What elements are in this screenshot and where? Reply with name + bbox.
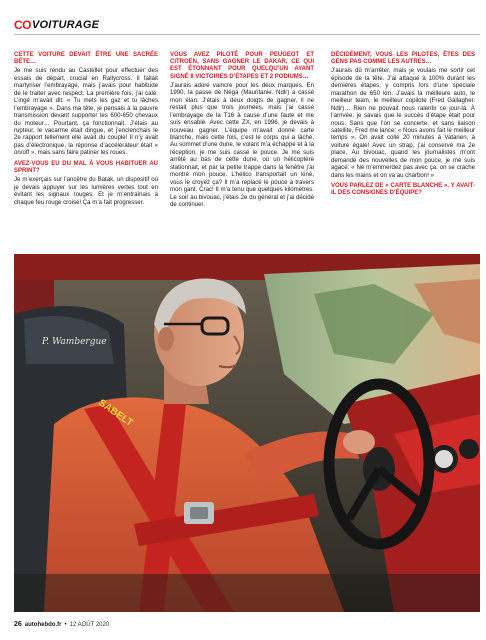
question-heading: DÉCIDÉMENT, VOUS LES PILOTES, ÊTES DES GENS PAS COMME LES AUTRES…	[331, 52, 475, 66]
belt-brand-text: SABELT	[96, 397, 135, 429]
question-heading: CETTE VOITURE DEVAIT ÊTRE UNE SACRÉE BÊTE…	[14, 52, 158, 66]
page-footer	[14, 621, 109, 628]
section-title: VOITURAGE	[32, 19, 100, 31]
footer-date: 12 AOÛT 2020	[69, 622, 110, 628]
answer-paragraph: J’aurais dû m’arrêter, mais je voulais me sortir cet épisode de la tête. J’ai attaqué à 100% durant les dernières étapes, y compris lors d’une spéciale marathon de 650 km. J’avais la meilleure auto, le meilleur team, le meilleur copilote (Fred Gallagher. Ndlr)… Rien ne pouvait nous ralentir ce jour-là. À l’arrivée, je savais que le succès d’étape était pour nous. Sans que l’on se concerte, et sans liaison satellite, Fred me lance: « Nous avons fait le meilleur temps ». On avait collé 20 minutes à Vatanen, à voiture égale! Avec un strap, j’ai conservé ma 2e place. Au bivouac, quand les journalistes m’ont demandé des nouvelles de mon pouce, je me suis agacé: « Ne m’emmerdez pas avec ça, on se crache dans les mains et on va au charbon! »	[331, 67, 475, 179]
footer-site: autohebdo.fr	[24, 622, 62, 628]
page-number: 26	[14, 621, 22, 628]
answer-paragraph: Je m’exerçais sur l’ancêtre du Batak, un dispositif où je devais appuyer sur les lumières vertes tout en évitant les signaux rouges. Et je m’entraînais à chaque feu rouge croisé! Ça m’a fait progresser.	[14, 176, 158, 206]
answer-paragraph: Je me suis rendu au Castellet pour effectuer des essais de départ, crucial en Rallycross. Il fallait martyriser l’embrayage, mais j’avais pour habitude de le traiter avec respect. La première fois, j’ai calé. L’ingé m’avait dit: « Tu mets les gaz et tu lâches l’embrayage ». Dans ma tête, je pensais à la pauvre transmission devant supporter les 600-650 chevaux du moteur… Pourtant, ça fonctionnait. J’étais au rupteur, le vacarme était dingue, et j’enclenchais le 2e rapport tellement elle avait du couple! Il n’y avait pas d’électronique, la réponse d’accélérateur était « on/off », mais sans faire patiner les roues.	[14, 67, 158, 157]
text-column-1	[14, 52, 158, 210]
question-heading: VOUS PARLEZ DE « CARTE BLANCHE ». Y AVAIT-IL DES CONSIGNES D’ÉQUIPE?	[331, 183, 475, 197]
header-rule	[14, 34, 480, 35]
text-column-2	[170, 52, 314, 213]
cockpit-photo	[14, 254, 480, 612]
question-heading: AVEZ-VOUS EU DU MAL À VOUS HABITUER AU SPRINT?	[14, 160, 158, 175]
seat-name-text: P. Wambergue	[42, 337, 107, 347]
question-heading: VOUS AVEZ PILOTÉ POUR PEUGEOT ET CITROËN, SANS GAGNER LE DAKAR, CE QUI EST ÉTONNANT POUR QUELQU’UN AYANT SIGNÉ 8 VICTOIRES D’ÉTAPES ET 2 PODIUMS…	[170, 52, 314, 80]
section-header	[14, 18, 99, 32]
footer-separator: •	[64, 622, 67, 628]
text-column-3	[331, 52, 475, 199]
answer-paragraph: J’aurais adoré vaincre pour les deux marques. En 1990, la passe de Néga (Mauritanie. Ndlr) a cassé mon élan. J’étais à deux doigts de gagner, il ne restait plus que trois journées, mais j’ai cassé l’embrayage de la T16 à cause d’une faute et me suis ensablé. Avec cette ZX, en 1996, je devais à nouveau gagner. L’équipe m’avait donné carte blanche, mais cette fois, c’est le corps qui a lâché. Au sommet d’une dune, le volant m’a échappé et à la réception, je me suis cassé le pouce. Je me suis arrêté au bas de cette dune, où un hélicoptère stationnait, et par la petite trappe dans la fenêtre j’ai montré mon pouce. L’hélico transportait un kiné, vous le croyez ça? Il m’a replacé le pouce à travers mon gant. Crac! Il m’a tenu que quelques kilomètres. Le soir au bivouac, j’étais 2e du général et j’ai décidé de continuer.	[170, 81, 314, 209]
section-prefix: CO	[14, 18, 31, 32]
